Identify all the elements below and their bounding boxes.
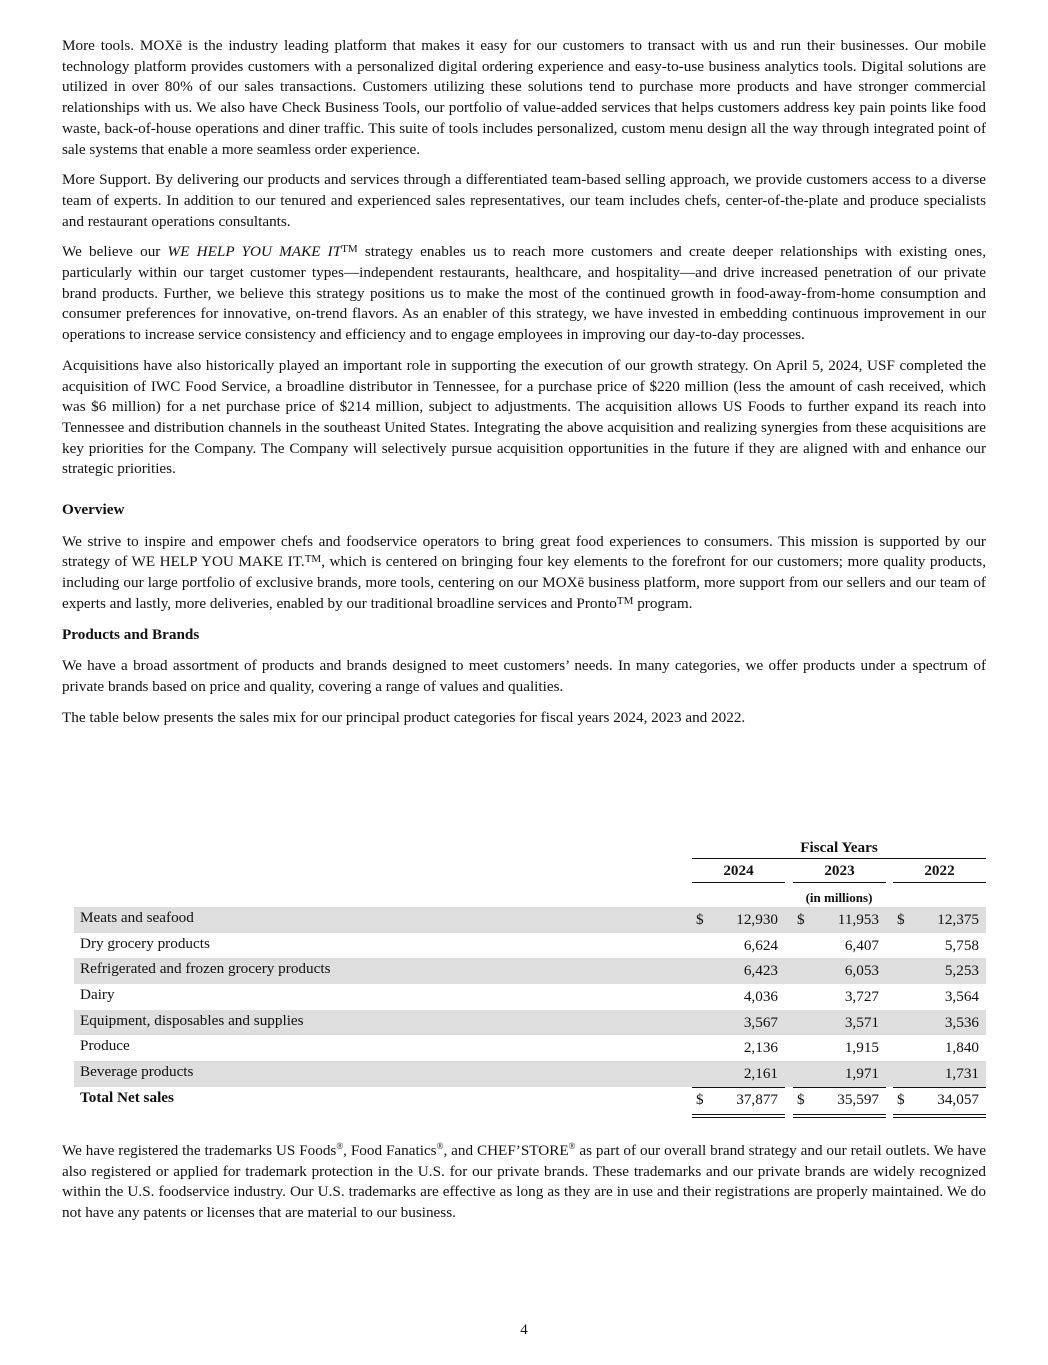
subtotal-rule: [692, 1087, 785, 1088]
row-label: Dairy: [80, 986, 115, 1004]
trademark-symbol: TM: [341, 243, 358, 256]
table-row: [74, 1061, 986, 1087]
trademarks-text-b: , Food Fanatics: [343, 1142, 437, 1159]
currency-symbol: $: [797, 911, 805, 928]
more-support-paragraph: [62, 170, 986, 232]
table-row: [74, 1010, 986, 1036]
registered-symbol: ®: [436, 1141, 444, 1151]
cell-value: 6,423: [743, 962, 778, 980]
cell-value: 35,597: [837, 1090, 879, 1108]
total-double-rule: [793, 1114, 886, 1118]
currency-symbol: $: [897, 1090, 905, 1108]
table-body: [74, 907, 986, 1113]
more-support-text: By delivering our products and services through a differentiated team-based selling approach, we provide customers access to a diverse team of experts. In addition to our tenured and experienced sales representatives, our team includes chefs, center-of-the-plate and produce specialists and restaurant operations consultants.: [62, 171, 986, 230]
table-row: [74, 958, 986, 984]
fiscal-years-label: Fiscal Years: [800, 839, 878, 856]
cell-value: 3,564: [944, 988, 979, 1006]
currency-symbol: $: [897, 911, 905, 928]
overview-text-2: , which is centered on bringing four key elements to the forefront for our customers; more quality products, including our large portfolio of exclusive brands, more tools, centering on our MOXē business platform, more support from our sellers and our team of experts and lastly, more deliveries, enabled by our traditional broadline services and Pronto: [62, 553, 987, 612]
trademarks-text-c: , and CHEF’STORE: [443, 1142, 569, 1159]
more-tools-paragraph: [62, 36, 986, 160]
cell-value: 6,053: [844, 962, 879, 980]
products-heading: Products and Brands: [62, 625, 200, 643]
cell-value: 5,253: [944, 962, 979, 980]
overview-text-1: We strive to inspire and empower chefs and foodservice operators to bring great food experiences to consumers. This mission is supported by our strategy of WE HELP YOU MAKE IT.: [62, 532, 986, 571]
total-double-rule: [893, 1114, 986, 1118]
overview-paragraph: [62, 532, 986, 615]
products-paragraph-1: We have a broad assortment of products and brands designed to meet customers’ needs. In many categories, we offer products under a spectrum of private brands based on price and quality, covering a range of values and qualities.: [62, 657, 986, 695]
row-label: Equipment, disposables and supplies: [80, 1011, 304, 1029]
page-number: 4: [520, 1322, 528, 1338]
acquisitions-paragraph: Acquisitions have also historically played an important role in supporting the execution of our growth strategy. On April 5, 2024, USF completed the acquisition of IWC Food Service, a broadline distributor in Tennessee, for a purchase price of $220 million (less the amount of cash received, which was $6 million) for a net purchase price of $214 million, subject to adjustments. The acquisition allows US Foods to further expand its reach into Tennessee and distribution channels in the southeast United States. Integrating the above acquisition and realizing synergies from these acquisitions are key priorities for the Company. The Company will selectively pursue acquisition opportunities in the future if they are aligned with and enhance our strategic priorities.: [62, 356, 986, 478]
products-paragraph-2: The table below presents the sales mix for our principal product categories for fiscal years 2024, 2023 and 2022.: [62, 708, 746, 726]
more-tools-lead: More tools.: [62, 37, 135, 54]
cell-value: 34,057: [937, 1090, 979, 1108]
cell-value: 3,567: [743, 1013, 778, 1031]
cell-value: 1,840: [944, 1039, 979, 1057]
table-row: [74, 907, 986, 933]
subtotal-rule: [793, 1087, 886, 1088]
cell-value: 2,136: [743, 1039, 778, 1057]
units-label: (in millions): [805, 890, 873, 905]
registered-symbol: ®: [336, 1141, 344, 1151]
table-year-header: [74, 859, 986, 883]
strategy-text-before: We believe our: [62, 243, 168, 261]
cell-value: 1,971: [844, 1065, 879, 1083]
cell-value: 3,571: [844, 1013, 879, 1031]
row-label: Refrigerated and frozen grocery products: [80, 960, 331, 978]
trademarks-paragraph: [62, 1141, 986, 1234]
registered-symbol: ®: [568, 1141, 576, 1151]
cell-value: 2,161: [743, 1065, 778, 1083]
table-row: [74, 933, 986, 959]
strategy-name: WE HELP YOU MAKE IT: [167, 243, 342, 261]
currency-symbol: $: [797, 1090, 805, 1108]
cell-value: 11,953: [837, 911, 879, 928]
document-body: [62, 36, 986, 738]
subtotal-rule: [893, 1087, 986, 1088]
more-support-lead: More Support.: [62, 171, 152, 189]
currency-symbol: $: [696, 1090, 704, 1108]
more-tools-text: MOXē is the industry leading platform that makes it easy for our customers to transact with us and run their businesses. Our mobile technology platform provides customers with a personalized digital ordering experience and easy-to-use business analytics tools. Digital solutions are utilized in over 80% of our sales transactions. Customers utilizing these solutions tend to purchase more products and have stronger commercial relationships with us. We also have Check Business Tools, our portfolio of value-added services that helps customers address key pain points like food waste, back-of-house operations and diner traffic. This suite of tools includes personalized, custom menu design all the way through integrated point of sale systems that enable a more seamless order experience.: [62, 37, 986, 158]
table-row: [74, 984, 986, 1010]
cell-value: 3,536: [944, 1013, 979, 1031]
row-label: Beverage products: [80, 1063, 194, 1081]
trademark-symbol: TM: [616, 594, 634, 607]
table-group-header: [74, 836, 986, 858]
trademarks-text-d: as part of our overall brand strategy and our retail outlets. We have also registered or applied for trademark protection in the U.S. for our private brands. These trademarks and our private brands are widely recognized within the U.S. foodservice industry. Our U.S. trademarks are effective as long as they are in use and their registrations are properly maintained. We do not have any patents or licenses that are material to our business.: [62, 1142, 986, 1222]
currency-symbol: $: [696, 911, 704, 928]
sales-mix-table: [74, 836, 986, 1113]
total-double-rule: [692, 1114, 785, 1118]
table-total-row: [74, 1087, 986, 1113]
row-label: Total Net sales: [80, 1088, 174, 1106]
row-label: Dry grocery products: [80, 934, 210, 952]
row-label: Meats and seafood: [80, 909, 194, 926]
cell-value: 1,915: [844, 1039, 879, 1057]
cell-value: 12,375: [937, 911, 979, 928]
strategy-paragraph: [62, 242, 986, 346]
overview-heading: Overview: [62, 501, 125, 519]
table-row: [74, 1035, 986, 1061]
cell-value: 37,877: [736, 1090, 778, 1108]
overview-text-3: program.: [633, 594, 693, 612]
year-header: 2022: [924, 862, 955, 879]
trademarks-text: [62, 1141, 986, 1224]
cell-value: 1,731: [944, 1065, 979, 1083]
trademarks-text-a: We have registered the trademarks US Foods: [62, 1142, 337, 1159]
year-header: 2023: [824, 862, 855, 879]
cell-value: 12,930: [736, 911, 778, 928]
row-label: Produce: [80, 1037, 130, 1055]
strategy-text-after: strategy enables us to reach more customers and create deeper relationships with existing ones, particularly within our target customer types—independent restaurants, healthcare, and hospitality—and drive increased penetration of our private brand products. Further, we believe this strategy positions us to make the most of the continued growth in food-away-from-home consumption and consumer preferences for innovative, on-trend flavors. As an enabler of this strategy, we have invested in embedding continuous improvement in our operations to increase service consistency and efficiency and to engage employees in improving our day-to-day processes.: [62, 243, 986, 344]
trademark-symbol: TM: [304, 553, 322, 566]
cell-value: 6,407: [844, 936, 879, 954]
cell-value: 4,036: [743, 988, 778, 1006]
year-header: 2024: [723, 862, 754, 879]
cell-value: 6,624: [743, 936, 778, 954]
cell-value: 5,758: [944, 936, 979, 954]
cell-value: 3,727: [844, 988, 879, 1006]
table-units-row: [74, 883, 986, 907]
